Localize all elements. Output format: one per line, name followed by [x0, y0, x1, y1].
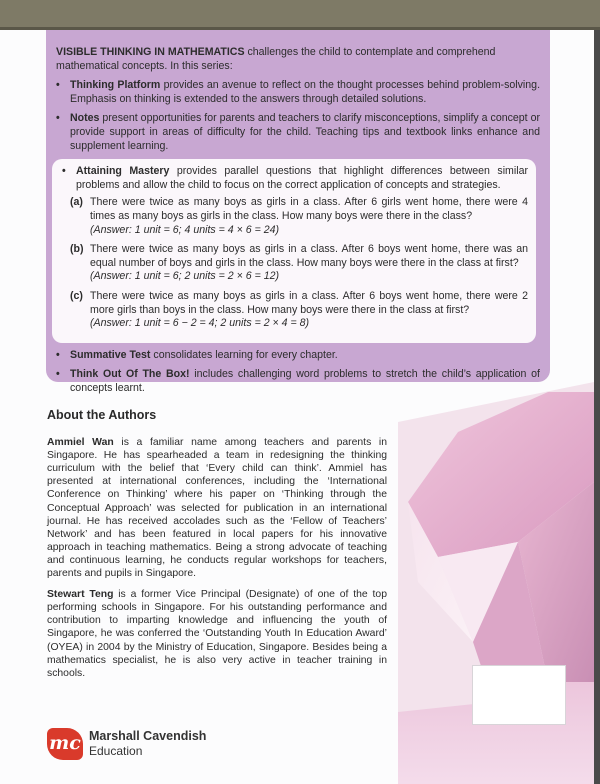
- intro-lead: VISIBLE THINKING IN MATHEMATICS: [56, 46, 245, 58]
- publisher-division: Education: [89, 744, 143, 758]
- feature-desc: provides an avenue to reflect on the thought processes behind problem-solving. Emphasis on thinking is extended to the answers through detailed solutions.: [70, 79, 541, 105]
- feature-desc: includes challenging word problems to stretch the child’s application of concepts learnt.: [70, 368, 540, 394]
- feature-name: Attaining Mastery: [76, 165, 170, 178]
- publisher-name: Marshall Cavendish: [89, 729, 207, 743]
- author-bio-text: is a familiar name among teachers and parents in Singapore. He has spearheaded a team in redesigning the thinking curriculum with the belief that ‘Every child can think’. Ammiel has presented at international conferences, including the ‘International Conference on Thinking’ where his paper on ‘Thinking through the Conceptual Approach’ was selected for publication in an international journal. He has received accolades such as the ‘Fellow of Teachers’ Network’ and has been featured in local papers for his innovative approach in teaching mathematics. Being a strong advocate of teaching and continuous learning, he conducts regular workshops for teachers, parents and pupils in Singapore.: [47, 437, 388, 580]
- question-text: There were twice as many boys as girls in a class. After 6 boys went home, there were 2 more girls than boys in the class. How many boys were there in the class at first?: [90, 289, 528, 316]
- feature-desc: consolidates learning for every chapter.: [150, 348, 338, 361]
- question-text: There were twice as many boys as girls in a class. After 6 boys went home, there was an equal number of boys and girls in the class. How many boys were there in the class at first?: [90, 243, 528, 269]
- question-c: [62, 290, 528, 331]
- feature-desc: present opportunities for parents and teachers to clarify misconceptions, simplify a concept or provide support in areas of difficulty for the child. Teaching tips and textbook links enhance and supplement learning.: [70, 112, 540, 152]
- author-bio-stewart-teng: [47, 588, 387, 680]
- question-answer: (Answer: 1 unit = 6; 4 units = 4 × 6 = 24): [90, 223, 280, 236]
- feature-summative-test: [56, 349, 540, 363]
- feature-name: Thinking Platform: [70, 79, 161, 92]
- series-features-content: [56, 46, 540, 401]
- feature-thinking-platform: [56, 79, 540, 106]
- intro-rest: challenges the child to contemplate and comprehend mathematical concepts. In this series:: [56, 46, 496, 72]
- question-label: (a): [70, 196, 83, 209]
- feature-attaining-mastery: [62, 165, 528, 192]
- feature-notes: [56, 112, 540, 153]
- question-answer: (Answer: 1 unit = 6 − 2 = 4; 2 units = 2 × 4 = 8): [90, 317, 310, 330]
- feature-name: Summative Test: [70, 348, 151, 361]
- right-edge: [594, 30, 600, 784]
- author-bio-ammiel-wan: [47, 436, 387, 580]
- author-name: Stewart Teng: [47, 589, 114, 601]
- about-the-authors: [47, 409, 387, 688]
- feature-name: Notes: [70, 112, 100, 125]
- author-bio-text: is a former Vice Principal (Designate) of one of the top performing schools in Singapore. For his outstanding performance and contribution to imparting knowledge and influencing the youth of Singapore, he was conferred the ‘Outstanding Youth In Education Award’ (OYEA) in 2004 by the Ministry of Education, Singapore. Besides being a mathematics specialist, he is also very active in teacher training in schools.: [47, 589, 387, 679]
- feature-desc: provides parallel questions that highlight differences between similar problems and allow the child to focus on the correct application of concepts and strategies.: [76, 165, 528, 191]
- publisher-logo: [47, 726, 217, 766]
- question-label: (b): [70, 243, 84, 256]
- question-text: There were twice as many boys as girls in a class. After 6 girls went home, there were 4 times as many boys as girls in the class. How many boys were there in the class?: [90, 196, 528, 222]
- question-a: [62, 196, 528, 237]
- intro-paragraph: [56, 46, 540, 73]
- mc-logo-icon: mc: [47, 728, 83, 760]
- authors-heading: About the Authors: [47, 408, 157, 422]
- series-features-panel: [46, 30, 550, 394]
- blank-label-area: [472, 665, 566, 725]
- author-name: Ammiel Wan: [47, 437, 114, 449]
- feature-name: Think Out Of The Box!: [70, 368, 190, 381]
- question-label: (c): [70, 289, 83, 302]
- top-band: [0, 0, 600, 30]
- question-answer: (Answer: 1 unit = 6; 2 units = 2 × 6 = 12): [90, 270, 280, 283]
- question-b: [62, 243, 528, 284]
- attaining-mastery-panel: [52, 159, 536, 343]
